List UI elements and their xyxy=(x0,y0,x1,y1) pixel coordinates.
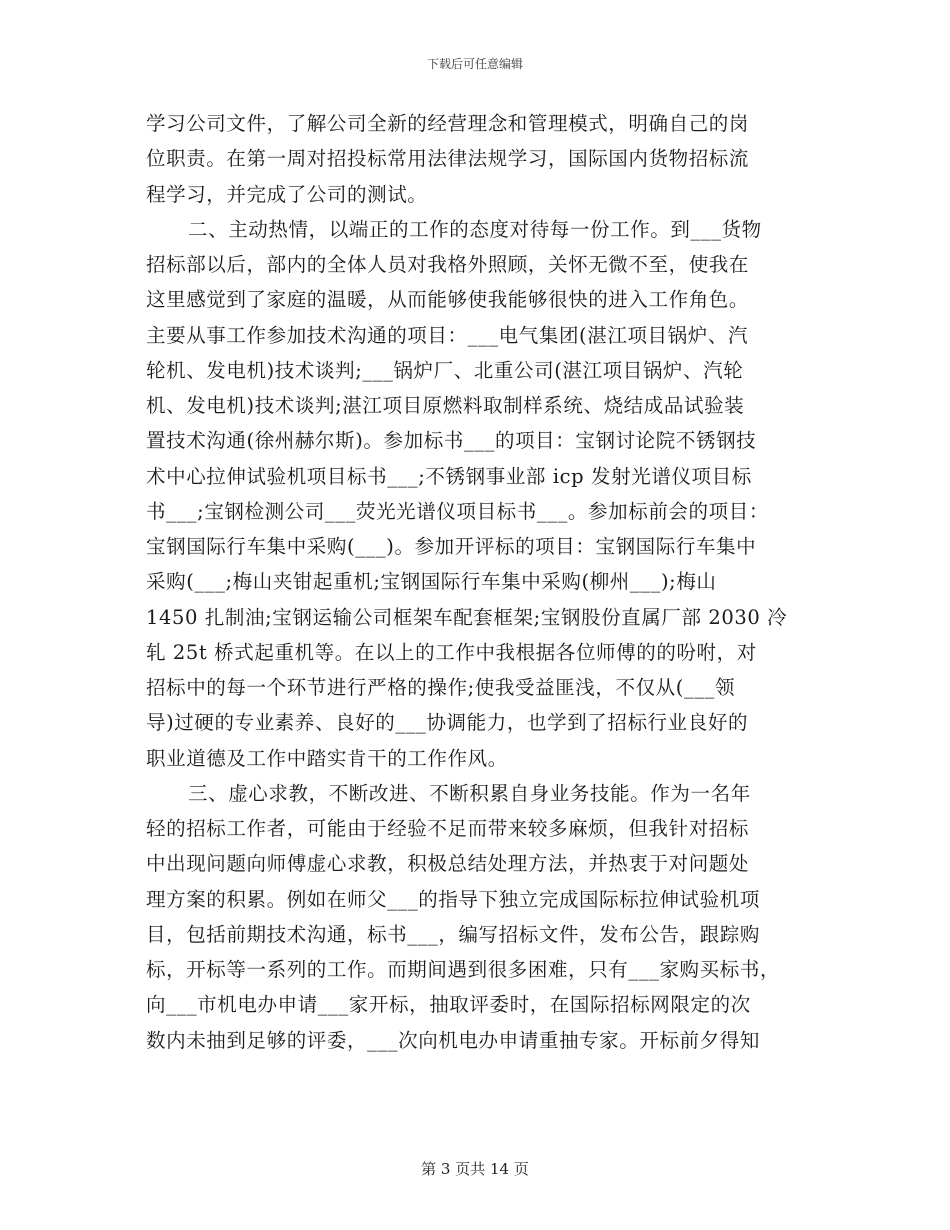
text-line: 中出现问题向师傅虚心求教，积极总结处理方法，并热衷于对问题处 xyxy=(146,852,750,876)
text-line: 这里感觉到了家庭的温暖，从而能够使我能够很快的进入工作角色。 xyxy=(146,288,750,312)
text-line: 理方案的积累。例如在师父___的指导下独立完成国际标拉伸试验机项 xyxy=(146,887,760,911)
text-line: 学习公司文件，了解公司全新的经营理念和管理模式，明确自己的岗 xyxy=(146,112,750,135)
text-line: 书___;宝钢检测公司___荧光光谱仪项目标书___。参加标前会的项目： xyxy=(146,499,769,523)
text-line: 位职责。在第一周对招投标常用法律法规学习，国际国内货物招标流 xyxy=(146,147,750,171)
text-line: 主要从事工作参加技术沟通的项目：___电气集团(湛江项目锅炉、汽 xyxy=(146,323,749,347)
text-line: 采购(___;梅山夹钳起重机;宝钢国际行车集中采购(柳州___);梅山 xyxy=(146,570,717,594)
text-line: 置技术沟通(徐州赫尔斯)。参加标书___的项目：宝钢讨论院不锈钢技 xyxy=(146,429,757,453)
text-line: 招标部以后，部内的全体人员对我格外照顾，关怀无微不至，使我在 xyxy=(146,253,750,276)
text-line: 职业道德及工作中踏实肯干的工作作风。 xyxy=(146,746,508,770)
page-number-footer: 第 3 页共 14 页 xyxy=(421,1160,529,1178)
text-line: 向___市机电办申请___家开标，抽取评委时，在国际招标网限定的次 xyxy=(146,993,751,1017)
page-header-note: 下载后可任意编辑 xyxy=(426,57,523,71)
text-line: 机、发电机)技术谈判;湛江项目原燃料取制样系统、烧结成品试验装 xyxy=(146,394,745,417)
text-line: 标，开标等一系列的工作。而期间遇到很多困难，只有___家购买标书， xyxy=(146,958,781,981)
text-line: 数内未抽到足够的评委，___次向机电办申请重抽专家。开标前夕得知 xyxy=(146,1028,760,1052)
text-line: 程学习，并完成了公司的测试。 xyxy=(146,182,428,206)
paragraph-start-line: 三、虚心求教，不断改进、不断积累自身业务技能。作为一名年 xyxy=(188,781,751,805)
document-body xyxy=(146,106,806,1058)
text-line: 轮机、发电机)技术谈判;___锅炉厂、北重公司(湛江项目锅炉、汽轮 xyxy=(146,358,744,382)
text-line: 轻的招标工作者，可能由于经验不足而带来较多麻烦，但我针对招标 xyxy=(146,817,750,840)
paragraph-start-line: 二、主动热情，以端正的工作的态度对待每一份工作。到___货物 xyxy=(188,217,762,241)
text-line: 目，包括前期技术沟通，标书___，编写招标文件，发布公告，跟踪购 xyxy=(146,922,760,946)
text-line: 导)过硬的专业素养、良好的___协调能力，也学到了招标行业良好的 xyxy=(146,711,749,735)
text-line: 术中心拉伸试验机项目标书___;不锈钢事业部 icp 发射光谱仪项目标 xyxy=(146,464,752,488)
text-line: 招标中的每一个环节进行严格的操作;使我受益匪浅，不仅从(___领 xyxy=(146,676,736,699)
text-line: 1450 扎制油;宝钢运输公司框架车配套框架;宝钢股份直属厂部 2030 冷 xyxy=(146,605,788,629)
text-line: 宝钢国际行车集中采购(___)。参加开评标的项目：宝钢国际行车集中 xyxy=(146,535,757,558)
text-line: 轧 25t 桥式起重机等。在以上的工作中我根据各位师傅的的吩咐，对 xyxy=(146,640,757,664)
